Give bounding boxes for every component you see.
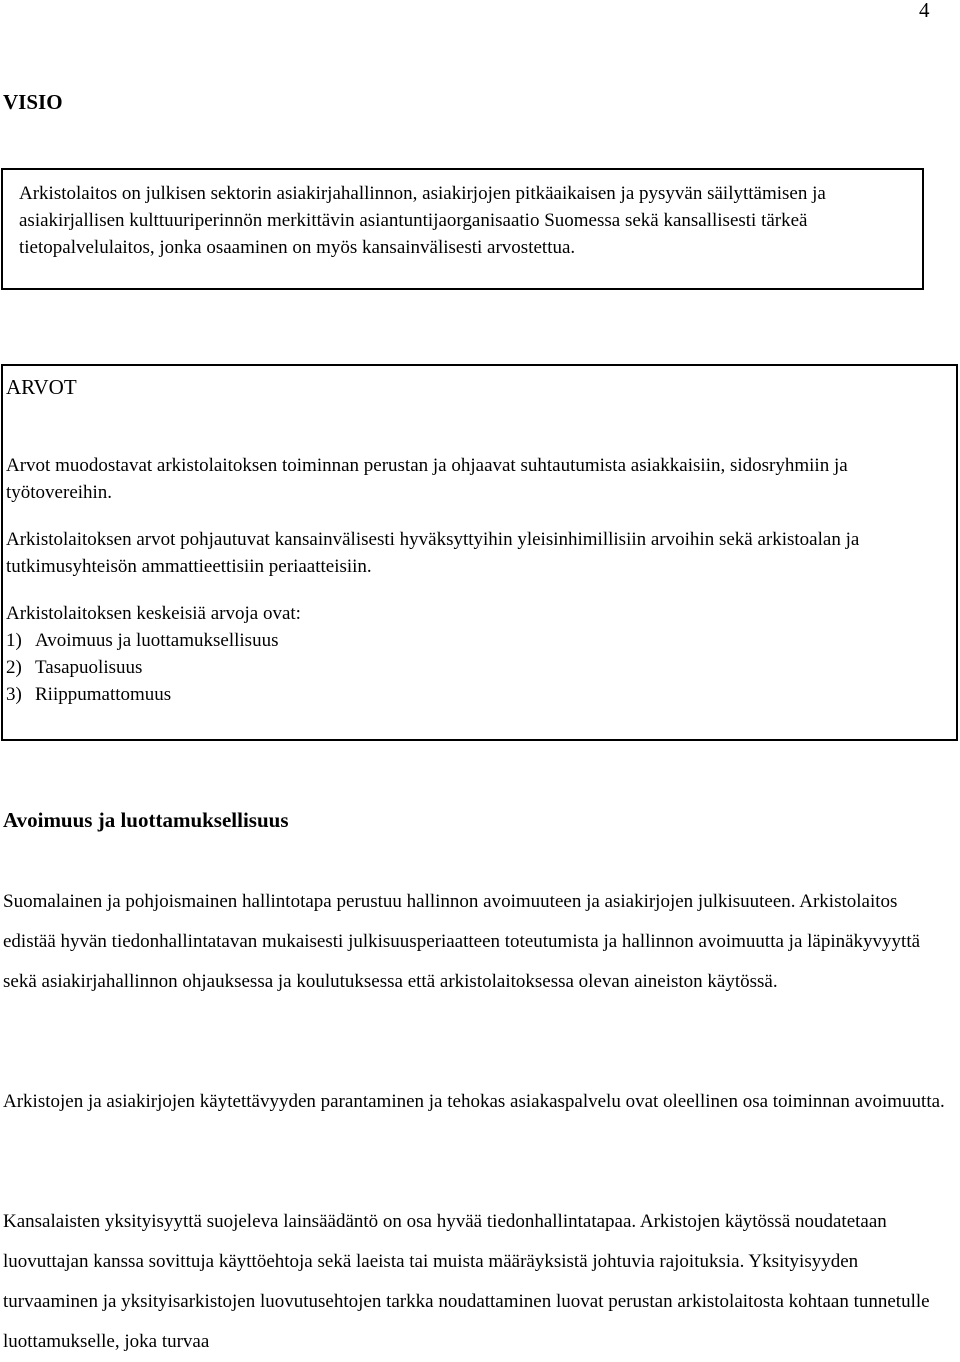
- vision-text: Arkistolaitos on julkisen sektorin asiakirjahallinnon, asiakirjojen pitkäaikaisen ja pysyvän säilyttämisen ja asiakirjallisen kulttuuriperinnön merkittävin asiantuntijaorganisaatio Suomessa sekä kansallisesti tärkeä tietopalvelulaitos, jonka osaaminen on myös kansainvälisesti arvostettua.: [19, 183, 826, 258]
- page-number: 4: [919, 0, 930, 22]
- list-item-text: Tasapuolisuus: [35, 657, 143, 678]
- list-item: [6, 627, 950, 654]
- body-paragraph-2: Arkistojen ja asiakirjojen käytettävyyden parantaminen ja tehokas asiakaspalvelu ovat oleellinen osa toiminnan avoimuutta.: [3, 1091, 945, 1112]
- body-paragraph-1: Suomalainen ja pohjoismainen hallintotapa perustuu hallinnon avoimuuteen ja asiakirjojen julkisuuteen. Arkistolaitos edistää hyvän tiedonhallintatavan mukaisesti julkisuusperiaatteen toteutumista ja hallinnon avoimuutta ja läpinäkyvyyttä sekä asiakirjahallinnon ohjauksessa ja koulutuksessa että arkistolaitoksessa olevan aineiston käytössä.: [3, 891, 921, 992]
- section-heading: Avoimuus ja luottamuksellisuus: [3, 808, 289, 832]
- values-paragraph-1: Arvot muodostavat arkistolaitoksen toiminnan perustan ja ohjaavat suhtautumista asiakkaisiin, sidosryhmiin ja työtovereihin.: [6, 455, 848, 503]
- values-heading: ARVOT: [6, 375, 77, 399]
- list-item-text: Riippumattomuus: [35, 684, 172, 705]
- list-item: [6, 681, 950, 708]
- list-item-text: Avoimuus ja luottamuksellisuus: [35, 630, 279, 651]
- values-box: [1, 364, 958, 741]
- body-paragraph-3: Kansalaisten yksityisyyttä suojeleva lainsäädäntö on osa hyvää tiedonhallintatapaa. Arkistojen käytössä noudatetaan luovuttajan kanssa sovittuja käyttöehtoja sekä laeista tai muista määräyksistä johtuvia rajoituksia. Yksityisyyden turvaaminen ja yksityisarkistojen luovutusehtojen tarkka noudattaminen luovat perustan arkistolaitosta kohtaan tunnetulle luottamukselle, joka turvaa: [3, 1211, 930, 1352]
- values-paragraph-2: Arkistolaitoksen arvot pohjautuvat kansainvälisesti hyväksyttyihin yleisinhimillisiin arvoihin sekä arkistoalan ja tutkimusyhteisön ammattieettisiin periaatteisiin.: [6, 529, 860, 577]
- list-item-number: 3): [6, 684, 22, 705]
- list-item-number: 1): [6, 630, 22, 651]
- values-list-intro: Arkistolaitoksen keskeisiä arvoja ovat:: [6, 603, 301, 624]
- vision-box: [1, 168, 924, 290]
- vision-heading: VISIO: [3, 90, 63, 114]
- values-list: [6, 627, 950, 708]
- list-item-number: 2): [6, 657, 22, 678]
- list-item: [6, 654, 950, 681]
